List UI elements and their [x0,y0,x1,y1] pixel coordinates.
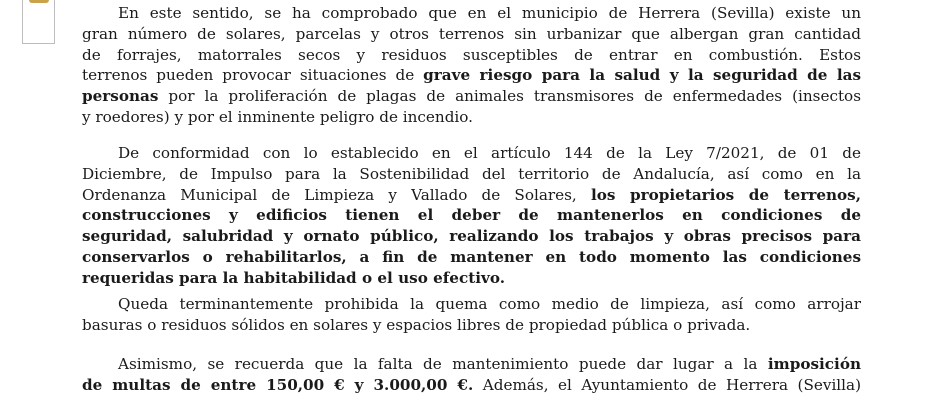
text-segment: y roedores) y por el inminente peligro de incendio. [82,108,473,126]
bold-text: construcciones y edificios tienen el deber de mantenerlos en condiciones de [82,206,861,225]
paragraph-2-line [82,164,861,184]
bold-text: grave riesgo para la salud y la seguridad de las [423,66,862,85]
paragraph-2-line [82,268,861,288]
text-segment: Además, el Ayuntamiento de Herrera (Sevilla) [473,375,861,394]
paragraph-2-line [118,143,861,163]
paragraph-1-line [82,45,861,65]
text-segment: Diciembre, de Impulso para la Sostenibilidad del territorio de Andalucía, así como en la [82,164,861,183]
paragraph-3-line [118,294,861,314]
text-segment: Ordenanza Municipal de Limpieza y Vallado de Solares, [82,185,591,204]
paragraph-4-line [82,375,861,395]
bold-text: personas [82,87,159,106]
bold-text: de multas de entre 150,00 € y 3.000,00 €. [82,375,474,394]
text-segment: Asimismo, se recuerda que la falta de mantenimiento puede dar lugar a la [118,355,768,373]
logo-mark-icon [29,0,49,3]
bold-text: seguridad, salubridad y ornato público, realizando los trabajos y obras precisos para [82,227,861,246]
text-segment: gran número de solares, parcelas y otros terrenos sin urbanizar que albergan gran cantidad [82,24,861,43]
paragraph-1-line [118,3,861,23]
bold-text: los propietarios de terrenos, [590,185,862,204]
text-segment: por la proliferación de plagas de animales transmisores de enfermedades (insectos [158,87,861,106]
paragraph-1-line [82,24,861,44]
paragraph-1-line [82,65,861,85]
paragraph-1-line [82,107,861,127]
bold-text: imposición [767,355,861,373]
text-segment: Queda terminantemente prohibida la quema como medio de limpieza, así como arrojar [118,295,861,313]
municipal-logo-card [22,0,55,44]
paragraph-2-line [82,205,861,225]
paragraph-4-line [118,354,861,374]
text-segment: En este sentido, se ha comprobado que en el municipio de Herrera (Sevilla) existe un [118,4,861,22]
paragraph-2-line [82,185,861,205]
bold-text: conservarlos o rehabilitarlos, a fin de mantener en todo momento las condiciones [82,248,861,266]
paragraph-2-line [82,226,861,246]
paragraph-1-line [82,86,861,106]
bold-text: requeridas para la habitabilidad o el uso efectivo. [82,268,505,287]
text-segment: basuras o residuos sólidos en solares y espacios libres de propiedad pública o privada. [82,315,751,334]
text-segment: de forrajes, matorrales secos y residuos susceptibles de entrar en combustión. Estos [82,45,861,64]
text-segment: De conformidad con lo establecido en el artículo 144 de la Ley 7/2021, de 01 de [118,144,861,162]
text-segment: terrenos pueden provocar situaciones de [82,66,424,85]
paragraph-3-line [82,315,861,335]
paragraph-2-line [82,247,861,267]
